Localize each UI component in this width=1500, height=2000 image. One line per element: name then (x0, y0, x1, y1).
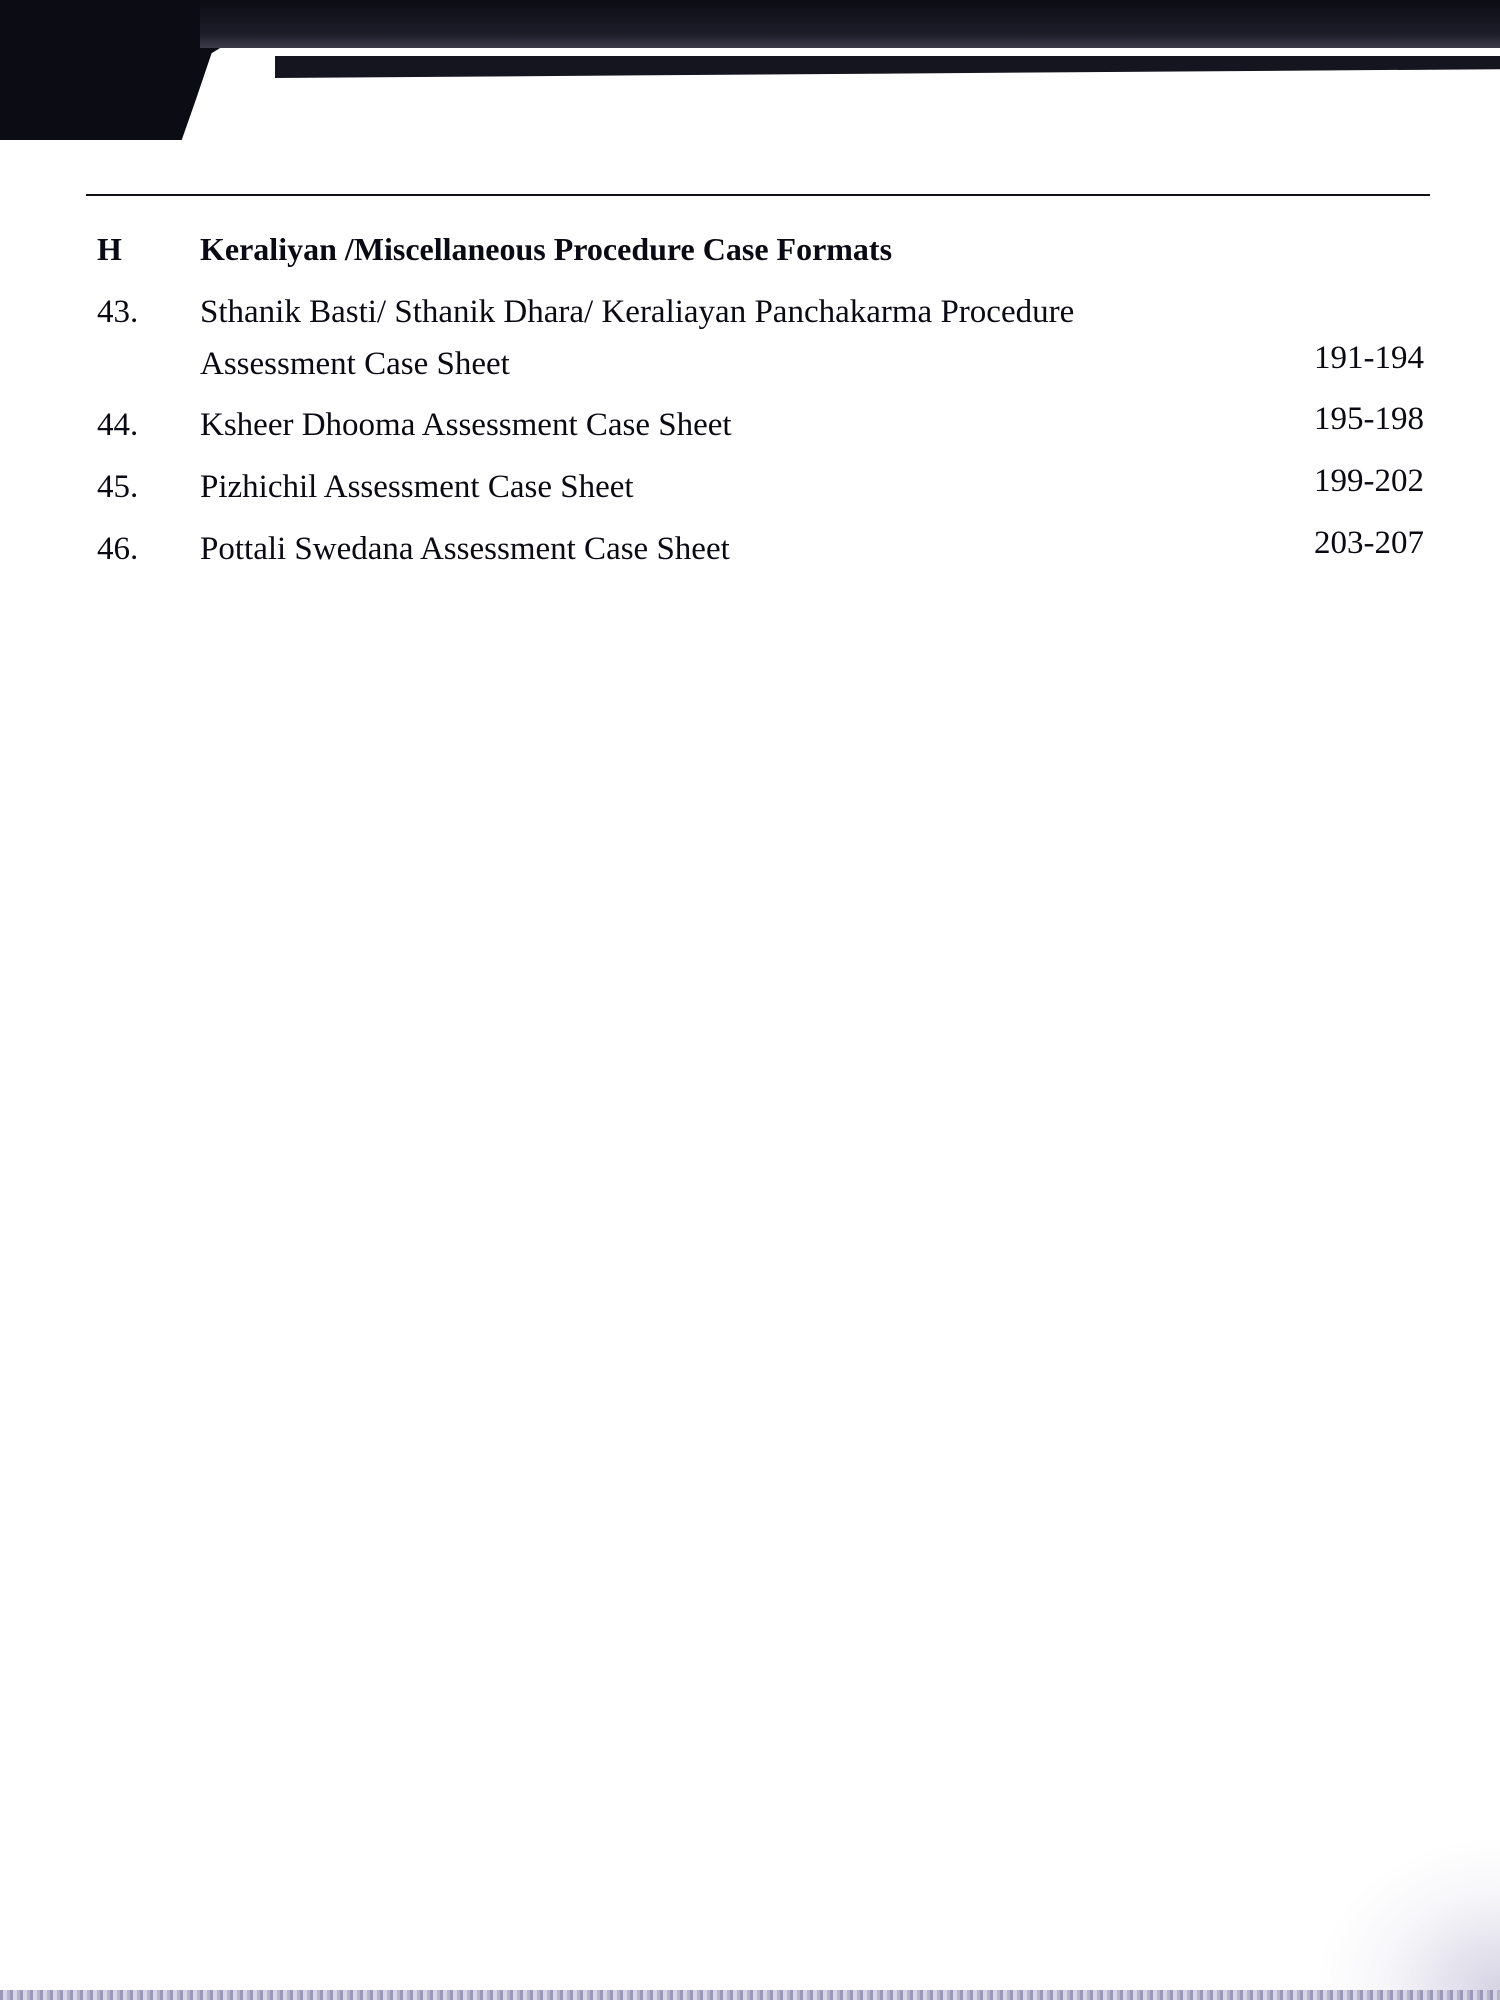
entry-number: 43. (97, 294, 139, 330)
entry-pages: 195-198 (1314, 401, 1424, 437)
entry-title-line-2: Assessment Case Sheet (200, 346, 510, 382)
entry-title: Ksheer Dhooma Assessment Case Sheet (200, 407, 732, 443)
section-letter: H (97, 231, 122, 267)
entry-pages: 199-202 (1314, 463, 1424, 499)
entry-number: 44. (97, 407, 139, 443)
entry-title: Pizhichil Assessment Case Sheet (200, 469, 634, 505)
entry-pages: 203-207 (1314, 525, 1424, 561)
entry-number: 45. (97, 469, 139, 505)
entry-title: Pottali Swedana Assessment Case Sheet (200, 531, 730, 567)
section-title: Keraliyan /Miscellaneous Procedure Case Formats (200, 231, 893, 267)
entry-pages: 191-194 (1314, 340, 1424, 376)
entry-number: 46. (97, 531, 139, 567)
entry-title-line-1: Sthanik Basti/ Sthanik Dhara/ Keraliayan Panchakarma Procedure (200, 294, 1075, 330)
